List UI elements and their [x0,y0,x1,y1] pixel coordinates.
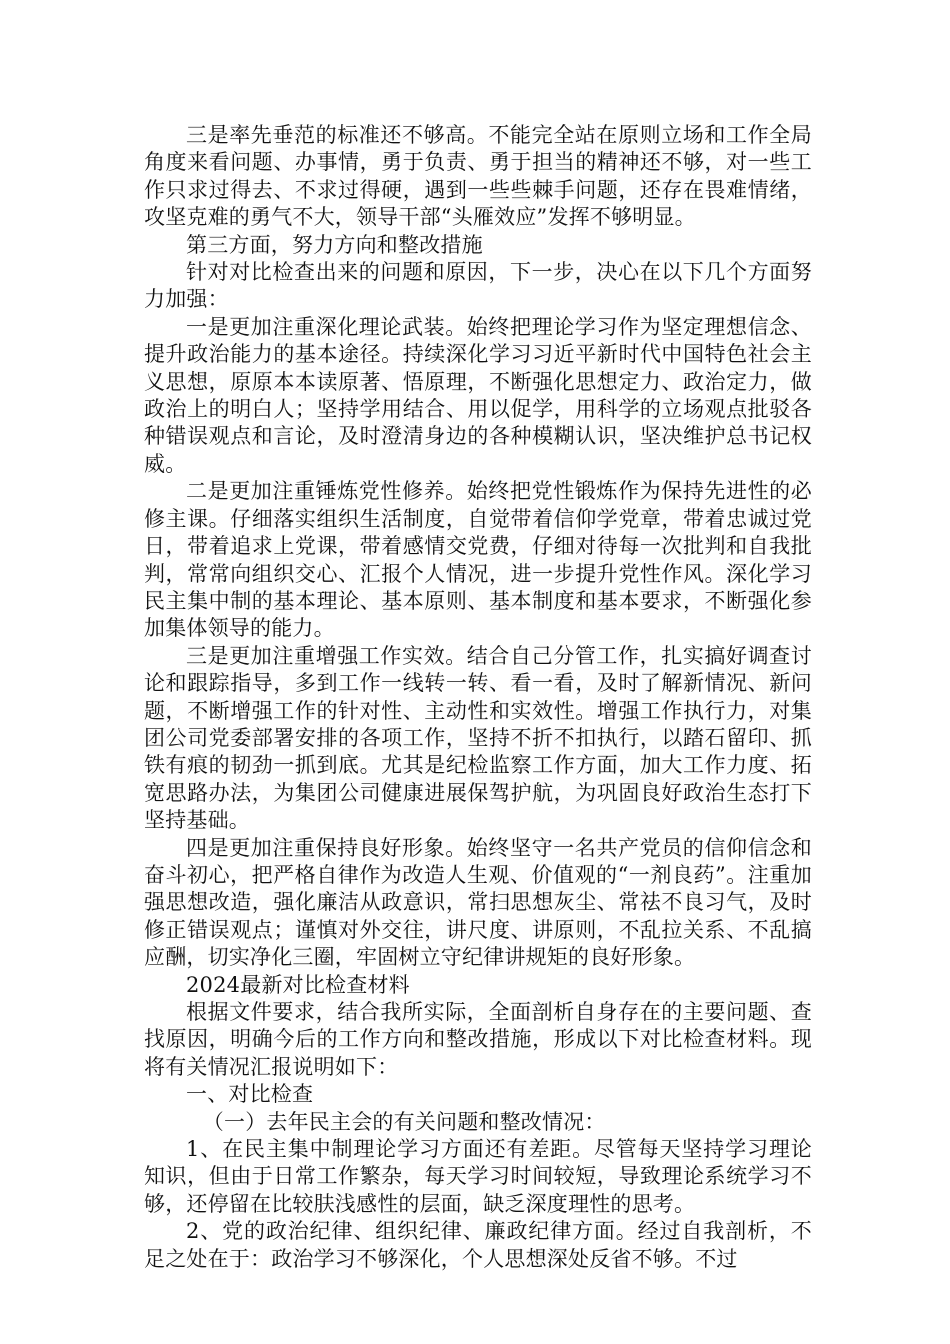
subsection-heading-last-year: （一）去年民主会的有关问题和整改情况： [202,1109,606,1134]
paragraph-item-two: 2、党的政治纪律、组织纪律、廉政纪律方面。经过自我剖析，不足之处在于：政治学习不够深化，个人思想深处反省不够。不过 [144,1219,812,1271]
paragraph-intro-measures: 针对对比检查出来的问题和原因，下一步，决心在以下几个方面努力加强： [144,260,812,312]
document-body [144,122,812,1273]
section-heading-comparison: 一、对比检查 [186,1082,314,1107]
paragraph-intro-2024: 根据文件要求，结合我所实际，全面剖析自身存在的主要问题、查找原因，明确今后的工作方向和整改措施，形成以下对比检查材料。现将有关情况汇报说明如下： [144,1000,812,1079]
section-heading-part-three: 第三方面，努力方向和整改措施 [186,232,483,257]
document-title-2024: 2024最新对比检查材料 [186,972,410,997]
paragraph-item-one: 1、在民主集中制理论学习方面还有差距。尽管每天坚持学习理论知识，但由于日常工作繁杂，每天学习时间较短，导致理论系统学习不够，还停留在比较肤浅感性的层面，缺乏深度理性的思考。 [144,1137,812,1216]
paragraph-problem-three: 三是率先垂范的标准还不够高。不能完全站在原则立场和工作全局角度来看问题、办事情，勇于负责、勇于担当的精神还不够，对一些工作只求过得去、不求过得硬，遇到一些些棘手问题，还存在畏难情绪，攻坚克难的勇气不大，领导干部“头雁效应”发挥不够明显。 [144,123,812,230]
paragraph-measure-three: 三是更加注重增强工作实效。结合自己分管工作，扎实搞好调查讨论和跟踪指导，多到工作一线转一转、看一看，及时了解新情况、新问题，不断增强工作的针对性、主动性和实效性。增强工作执行力，对集团公司党委部署安排的各项工作，坚持不折不扣执行，以踏石留印、抓铁有痕的韧劲一抓到底。尤其是纪检监察工作方面，加大工作力度、拓宽思路办法，为集团公司健康进展保驾护航，为巩固良好政治生态打下坚持基础。 [144,643,812,833]
paragraph-measure-two: 二是更加注重锤炼党性修养。始终把党性锻炼作为保持先进性的必修主课。仔细落实组织生活制度，自觉带着信仰学党章，带着忠诚过党日，带着追求上党课，带着感情交党费，仔细对待每一次批判和自我批判，常常向组织交心、汇报个人情况，进一步提升党性作风。深化学习民主集中制的基本理论、基本原则、基本制度和基本要求，不断强化参加集体领导的能力。 [144,479,812,641]
paragraph-measure-one: 一是更加注重深化理论武装。始终把理论学习作为坚定理想信念、提升政治能力的基本途径。持续深化学习习近平新时代中国特色社会主义思想，原原本本读原著、悟原理，不断强化思想定力、政治定力，做政治上的明白人；坚持学用结合、用以促学，用科学的立场观点批驳各种错误观点和言论，及时澄清身边的各种模糊认识，坚决维护总书记权威。 [144,314,812,476]
paragraph-measure-four: 四是更加注重保持良好形象。始终坚守一名共产党员的信仰信念和奋斗初心，把严格自律作为改造人生观、价值观的“一剂良药”。注重加强思想改造，强化廉洁从政意识，常扫思想灰尘、常祛不良习气，及时修正错误观点；谨慎对外交往，讲尺度、讲原则，不乱拉关系、不乱搞应酬，切实净化三圈，牢固树立守纪律讲规矩的良好形象。 [144,835,812,970]
